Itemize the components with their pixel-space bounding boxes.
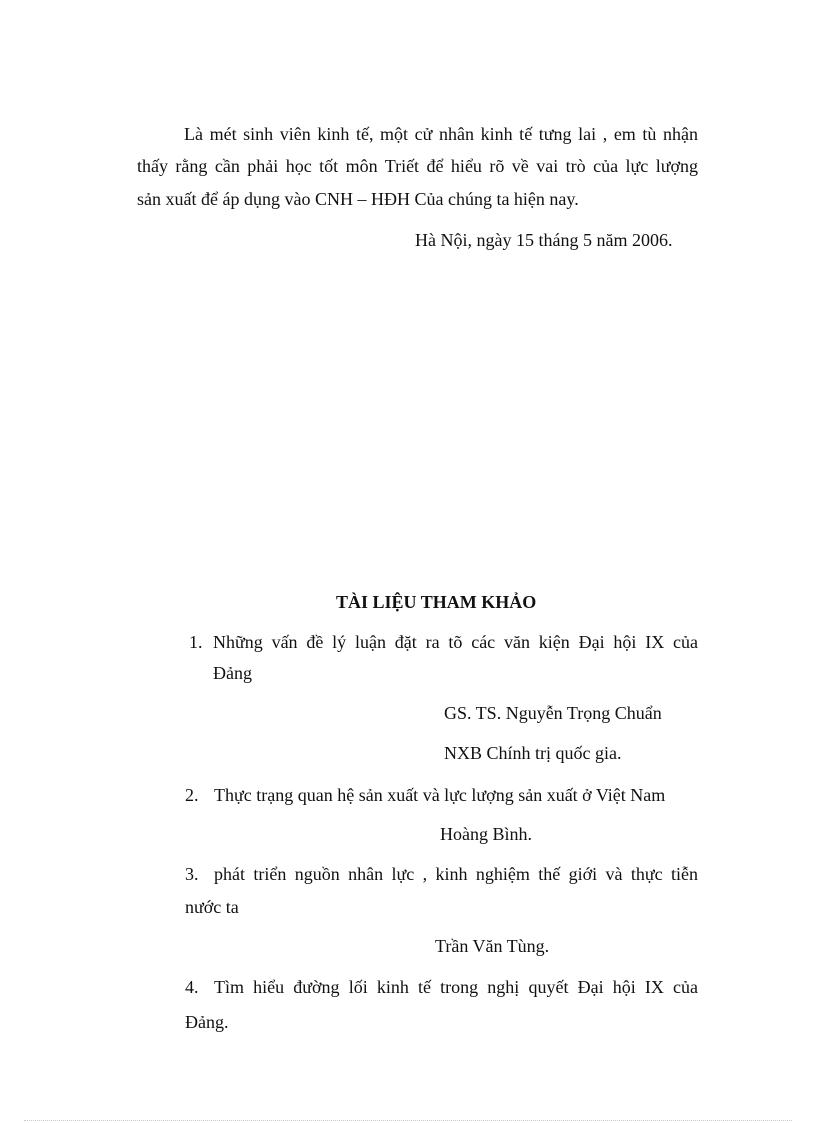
date-line: Hà Nội, ngày 15 tháng 5 năm 2006. (415, 230, 673, 250)
reference-2-title-line-1: Thực trạng quan hệ sản xuất và lực lượng sản xuất ở Việt Nam (214, 785, 666, 805)
reference-1-publisher: NXB Chính trị quốc gia. (444, 743, 622, 763)
reference-1-title-line-1: Những vấn đề lý luận đặt ra tõ các văn kiện Đại hội IX của (213, 632, 698, 652)
conclusion-line-3: sản xuất để áp dụng vào CNH – HĐH Của chúng ta hiện nay. (137, 189, 579, 209)
reference-3-title-line-2: nước ta (185, 897, 239, 917)
reference-1-title-line-2: Đảng (213, 663, 252, 683)
reference-3-number: 3. (185, 864, 199, 884)
reference-3-author: Trần Văn Tùng. (435, 936, 550, 956)
references-heading: TÀI LIỆU THAM KHẢO (336, 592, 537, 612)
conclusion-line-1: Là mét sinh viên kinh tế, một cử nhân kinh tế tưng lai , em tù nhận (184, 124, 698, 144)
reference-1-author: GS. TS. Nguyễn Trọng Chuẩn (444, 703, 662, 723)
page-bottom-divider (24, 1120, 792, 1121)
conclusion-line-2: thấy rằng cần phải học tốt môn Triết để hiểu rõ về vai trò của lực lượng (137, 156, 698, 176)
reference-2-number: 2. (185, 785, 199, 805)
reference-2-author: Hoàng Bình. (440, 824, 532, 844)
reference-3-title-line-1: phát triển nguồn nhân lực , kinh nghiệm thế giới và thực tiễn (214, 864, 698, 884)
reference-4-title-line-1: Tìm hiểu đường lối kinh tế trong nghị quyết Đại hội IX của (214, 977, 698, 997)
reference-1-number: 1. (189, 632, 203, 652)
reference-4-number: 4. (185, 977, 199, 997)
reference-4-title-line-2: Đảng. (185, 1012, 229, 1032)
